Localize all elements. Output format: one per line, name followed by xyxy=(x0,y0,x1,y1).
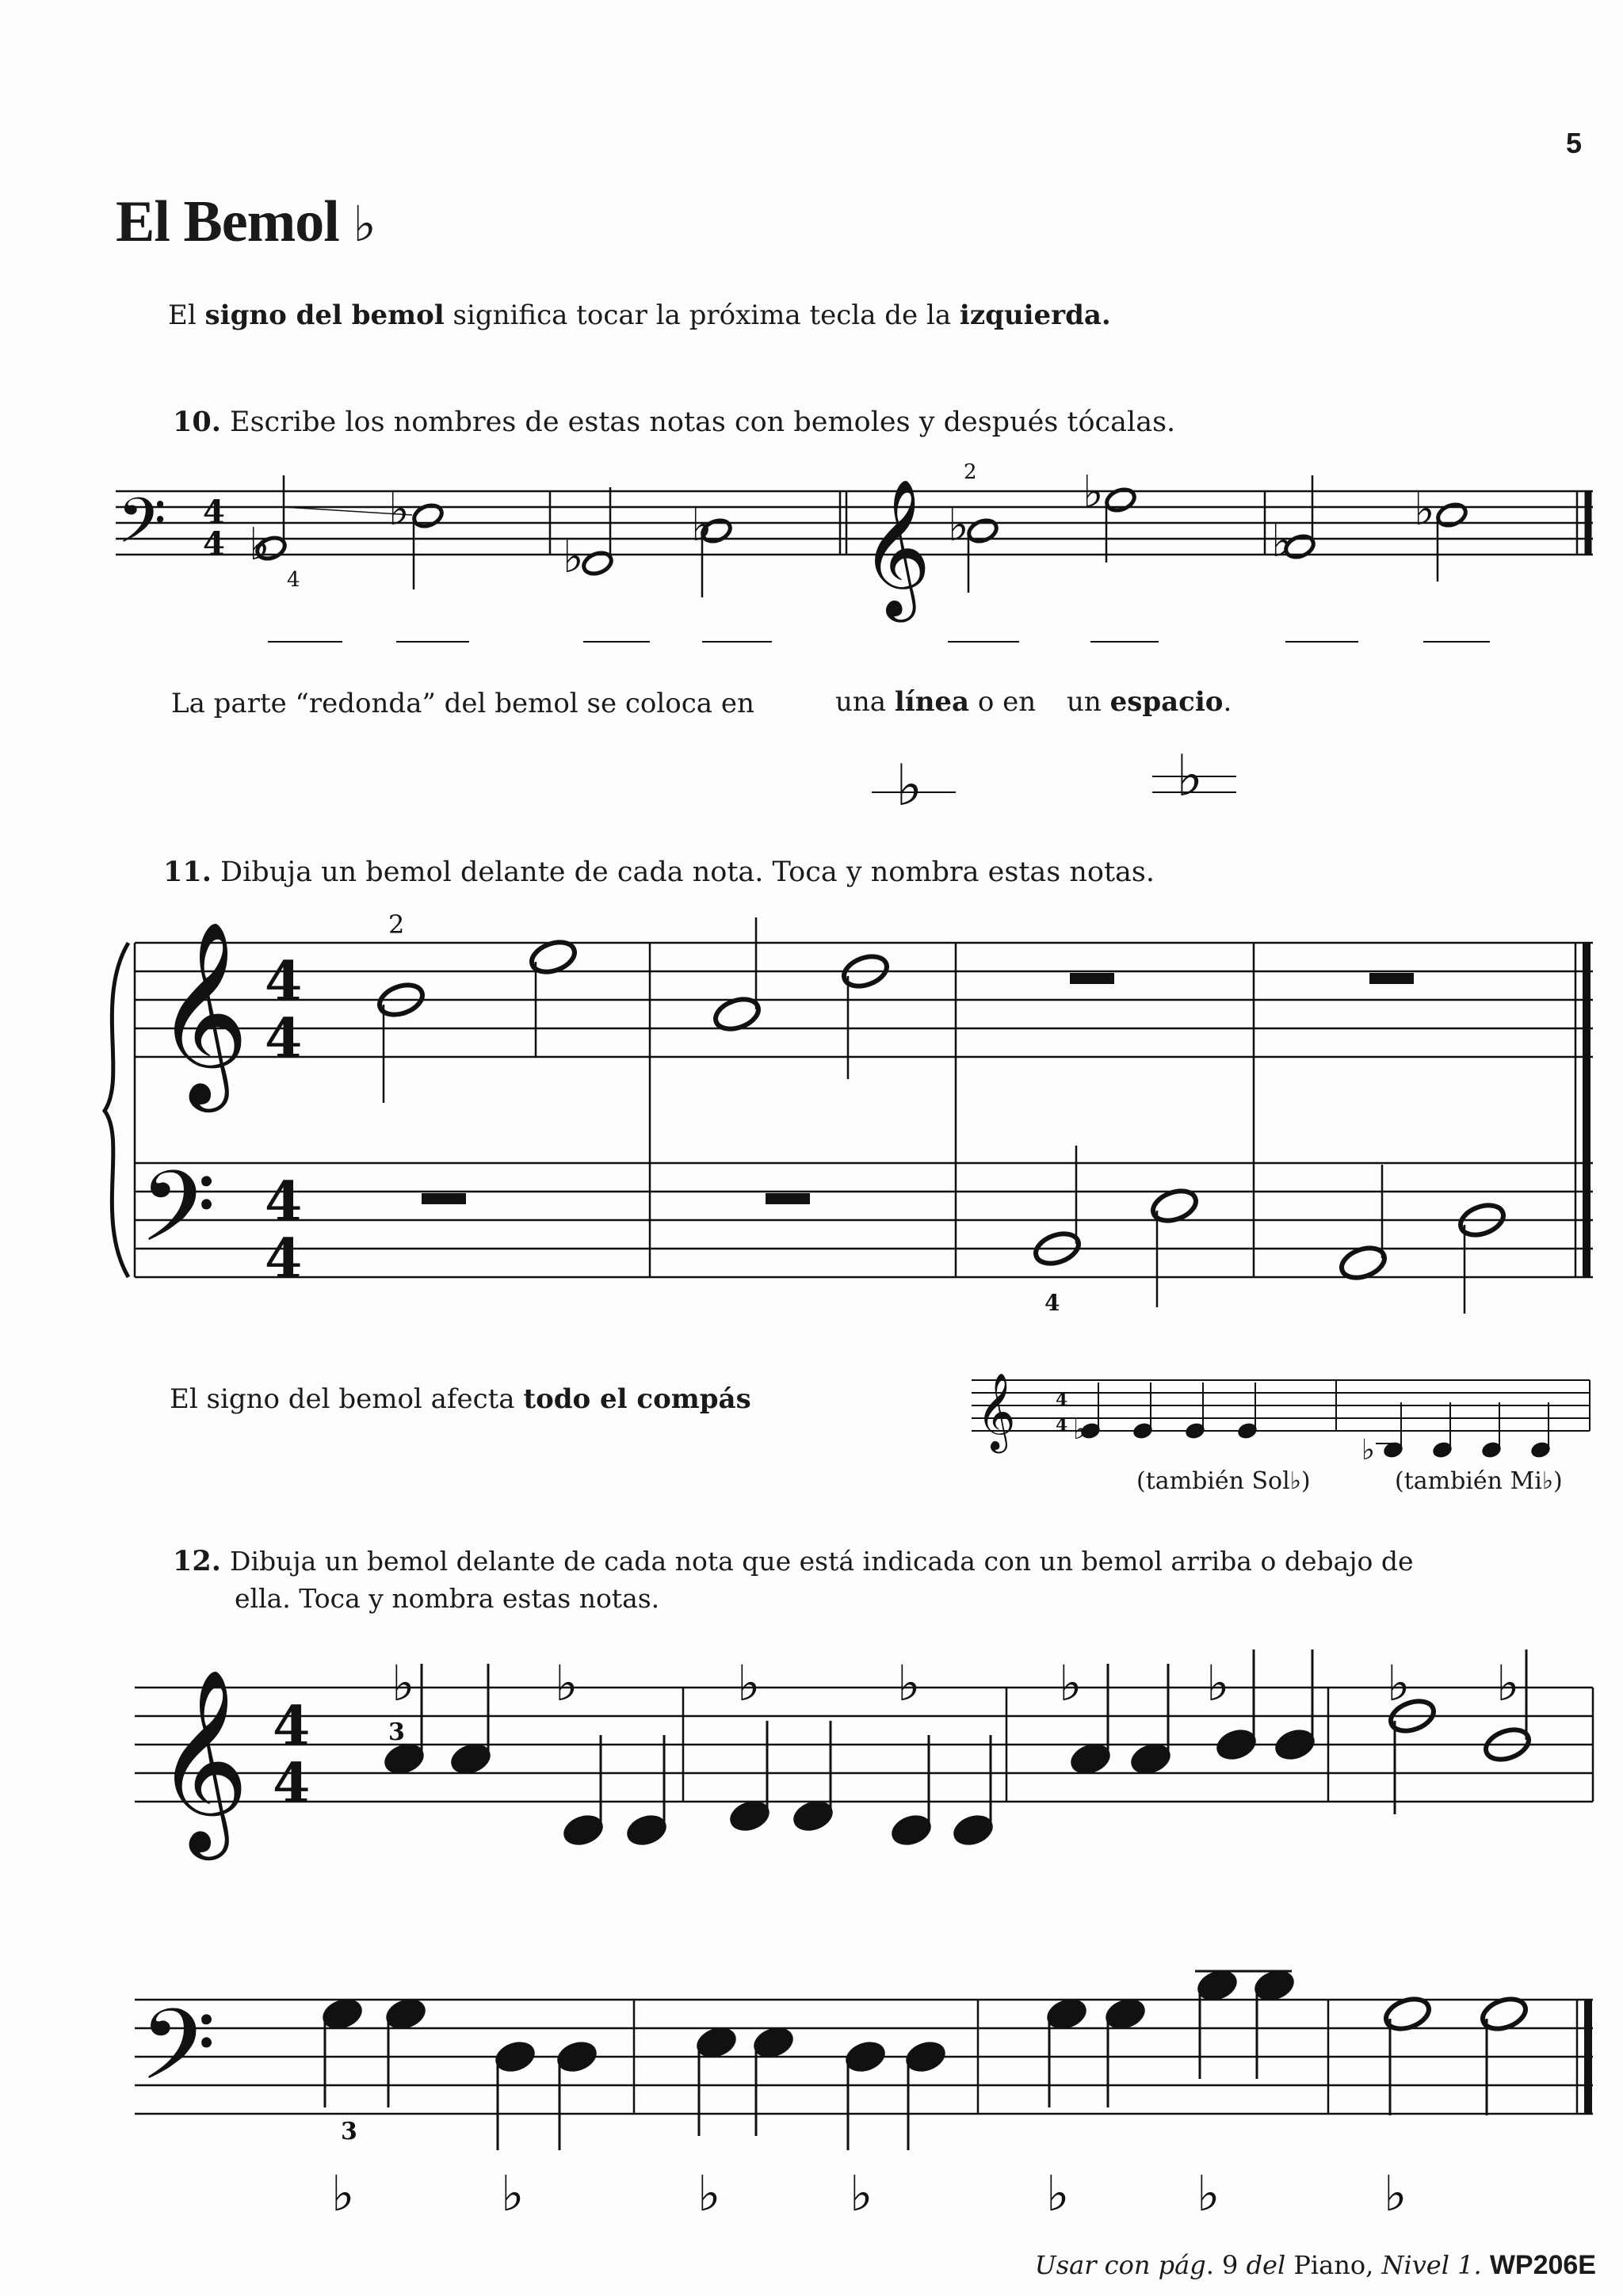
flat-icon: ♭ xyxy=(1361,1434,1375,1466)
flat-in-space-icon: ♭ xyxy=(1176,742,1203,809)
in-space-label: un espacio. xyxy=(1067,686,1232,718)
flat-icon: ♭ xyxy=(1073,1413,1086,1446)
ex11-bass-time-bottom: 4 xyxy=(265,1227,303,1291)
flat-icon: ♭ xyxy=(563,532,584,583)
round-part-text: La parte “redonda” del bemol se coloca en xyxy=(171,688,754,719)
ex10-time-bottom: 4 xyxy=(203,525,225,563)
flat-icon: ♭ xyxy=(555,1654,579,1712)
flat-icon: ♭ xyxy=(331,2164,355,2222)
measure-rule-time-bottom: 4 xyxy=(1056,1415,1068,1436)
measure-rule-caption-mi: (también Mi♭) xyxy=(1395,1467,1563,1495)
flat-icon: ♭ xyxy=(850,2164,873,2222)
measure-rule-treble-clef-icon: 𝄞 xyxy=(976,1372,1016,1450)
ex11-bass-notes xyxy=(1032,1146,1507,1314)
page-footer: Usar con pág. 9 del Piano, Nivel 1. WP206E xyxy=(1034,2250,1596,2280)
ex11-treble-time-top: 4 xyxy=(265,950,303,1013)
flat-icon: ♭ xyxy=(1384,2164,1407,2222)
flat-icon: ♭ xyxy=(1387,1654,1411,1712)
exercise-10-instruction: 10. Escribe los nombres de estas notas con bemoles y después tócalas. xyxy=(173,406,1176,438)
flat-icon: ♭ xyxy=(1541,1467,1553,1495)
ex11-fingering-2: 2 xyxy=(388,910,405,940)
title-text: El Bemol xyxy=(116,189,339,254)
ex11-rests xyxy=(422,973,1414,1204)
flat-on-line-icon: ♭ xyxy=(896,752,922,818)
ex12-time-top: 4 xyxy=(273,1695,311,1758)
flat-icon: ♭ xyxy=(697,2164,721,2222)
ex12-treble-clef-icon: 𝄞 xyxy=(155,1668,250,1852)
flat-icon: ♭ xyxy=(897,1654,921,1712)
ex10-fingering-4: 4 xyxy=(287,568,300,592)
exercise-11-instruction: 11. Dibuja un bemol delante de cada nota. Toca y nombra estas notas. xyxy=(163,856,1155,888)
flat-icon: ♭ xyxy=(1414,484,1435,536)
ex11-bass-clef-icon: 𝄢 xyxy=(139,1150,216,1288)
ex11-brace xyxy=(105,943,128,1277)
flat-icon: ♭ xyxy=(691,500,712,551)
ex10-time-top: 4 xyxy=(203,494,225,531)
ex11-treble-time-bottom: 4 xyxy=(265,1007,303,1070)
ex12-treble-notes xyxy=(382,1650,1317,1848)
on-line-label: una línea o en xyxy=(835,686,1037,718)
ex10-treble-clef-icon: 𝄞 xyxy=(861,479,931,616)
flat-icon: ♭ xyxy=(1496,1654,1520,1712)
ex12-fingering-3: 3 xyxy=(388,1718,405,1746)
ex11-treble-notes xyxy=(376,917,891,1103)
exercise-12-instruction-line1: 12. Dibuja un bemol delante de cada nota que está indicada con un bemol arriba o debajo de xyxy=(173,1545,1414,1577)
flat-icon: ♭ xyxy=(501,2164,525,2222)
ex10-fingering-2: 2 xyxy=(964,460,977,484)
flat-icon: ♭ xyxy=(1046,2164,1070,2222)
ex12-bass-clef-icon: 𝄢 xyxy=(139,1989,216,2126)
flat-icon: ♭ xyxy=(1197,2164,1220,2222)
measure-rule-caption-sol: (también Sol♭) xyxy=(1136,1467,1311,1495)
flat-icon: ♭ xyxy=(737,1654,761,1712)
ex12-treble-staff xyxy=(135,1688,1593,1802)
measure-rule-text: El signo del bemol afecta todo el compás xyxy=(170,1383,751,1415)
ex11-treble-clef-icon: 𝄞 xyxy=(155,920,250,1104)
ex10-bass-clef-icon: 𝄢 xyxy=(117,484,166,573)
flat-icon: ♭ xyxy=(948,500,969,551)
flat-icon: ♭ xyxy=(1059,1654,1083,1712)
flat-icon: ♭ xyxy=(353,195,376,253)
page-number: 5 xyxy=(1566,127,1583,159)
ex12-bass-fingering-3: 3 xyxy=(341,2118,357,2145)
ex12-bass-half-notes xyxy=(1382,1993,1529,2115)
ex12-flat-markers-above xyxy=(391,1654,1519,1712)
flat-icon: ♭ xyxy=(1289,1467,1301,1495)
intro-text: El signo del bemol significa tocar la próxima tecla de la izquierda. xyxy=(168,299,1111,331)
ex11-bass-staff xyxy=(135,1163,1593,1277)
flat-icon: ♭ xyxy=(391,1654,415,1712)
ex10-staff xyxy=(116,491,1593,555)
flat-icon: ♭ xyxy=(1083,467,1104,518)
flat-icon: ♭ xyxy=(1206,1654,1230,1712)
ex12-time-bottom: 4 xyxy=(273,1752,311,1815)
ex11-bass-time-top: 4 xyxy=(265,1170,303,1234)
ex12-flat-markers-below xyxy=(331,2164,1407,2222)
exercise-12-instruction-line2: ella. Toca y nombra estas notas. xyxy=(235,1583,660,1614)
measure-rule-notes xyxy=(1080,1383,1551,1459)
flat-icon: ♭ xyxy=(1271,516,1293,567)
ex12-bass-notes xyxy=(320,1967,1296,2150)
measure-rule-time-top: 4 xyxy=(1056,1390,1068,1410)
flat-icon: ♭ xyxy=(388,484,410,536)
ex11-fingering-4: 4 xyxy=(1044,1290,1060,1316)
ex11-barlines xyxy=(135,943,1587,1277)
flat-icon: ♭ xyxy=(249,519,270,570)
